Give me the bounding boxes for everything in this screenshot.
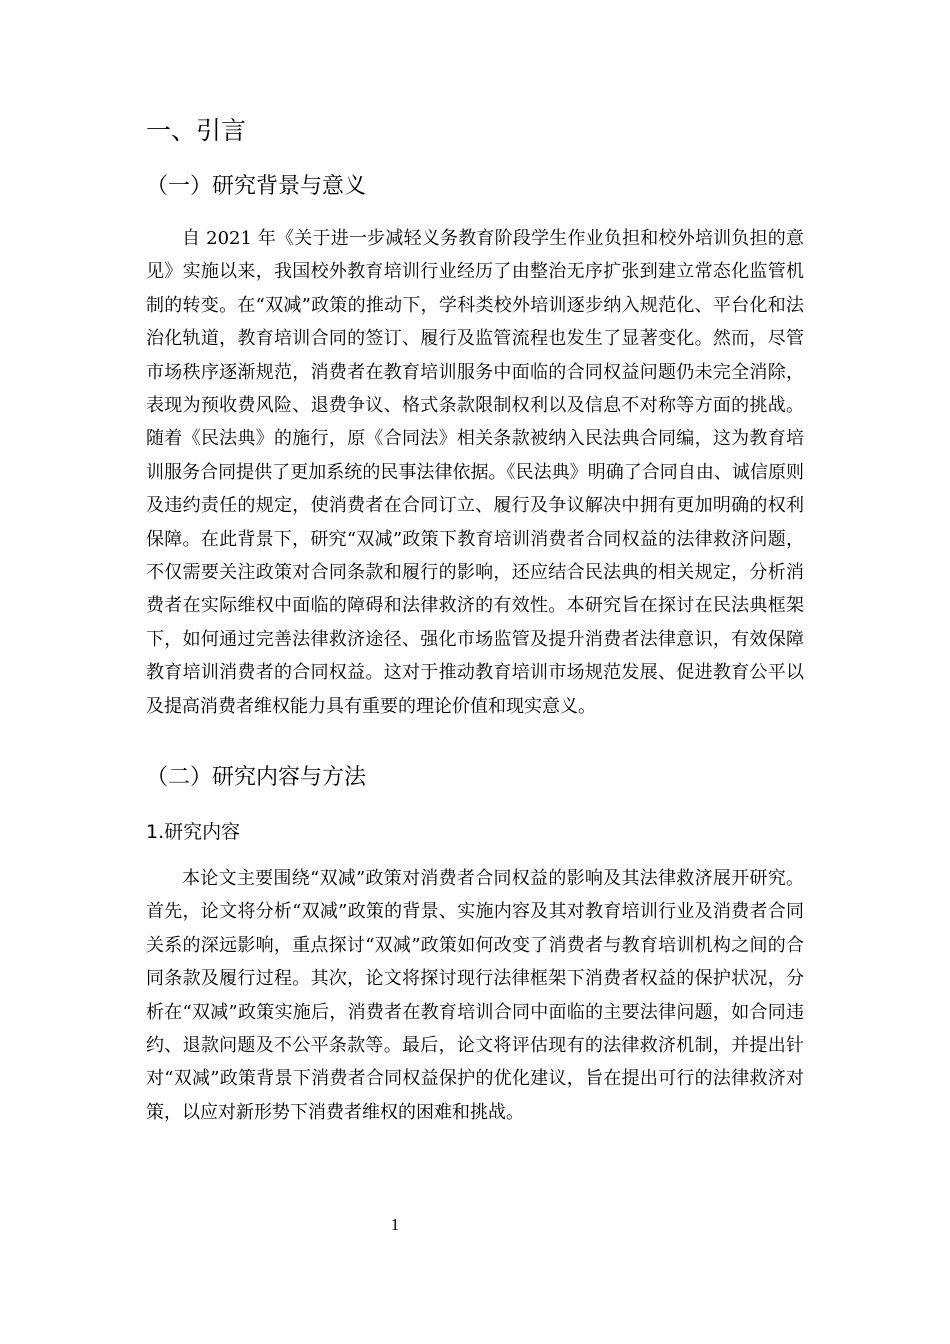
heading-introduction: 一、引言	[146, 116, 247, 145]
page-number: 1	[390, 1215, 400, 1234]
heading-research-background: （一）研究背景与意义	[146, 174, 367, 199]
paragraph-research-content: 本论文主要围绕“双减”政策对消费者合同权益的影响及其法律救济展开研究。首先，论文将分析“双减”政策的背景、实施内容及其对教育培训行业及消费者合同关系的深远影响，重点探讨“双减”政策如何改变了消费者与教育培训机构之间的合同条款及履行过程。其次，论文将探讨现行法律框架下消费者权益的保护状况，分析在“双减”政策实施后，消费者在教育培训合同中面临的主要法律问题，如合同违约、退款问题及不公平条款等。最后，论文将评估现有的法律救济机制，并提出针对“双减”政策背景下消费者合同权益保护的优化建议，旨在提出可行的法律救济对策，以应对新形势下消费者维权的困难和挑战。	[146, 868, 804, 1123]
paragraph-research-background: 自 2021 年《关于进一步减轻义务教育阶段学生作业负担和校外培训负担的意见》实施以来，我国校外教育培训行业经历了由整治无序扩张到建立常态化监管机制的转变。在“双减”政策的推动下，学科类校外培训逐步纳入规范化、平台化和法治化轨道，教育培训合同的签订、履行及监管流程也发生了显著变化。然而，尽管市场秩序逐渐规范，消费者在教育培训服务中面临的合同权益问题仍未完全消除，表现为预收费风险、退费争议、格式条款限制权利以及信息不对称等方面的挑战。随着《民法典》的施行，原《合同法》相关条款被纳入民法典合同编，这为教育培训服务合同提供了更加系统的民事法律依据。《民法典》明确了合同自由、诚信原则及违约责任的规定，使消费者在合同订立、履行及争议解决中拥有更加明确的权利保障。在此背景下，研究“双减”政策下教育培训消费者合同权益的法律救济问题，不仅需要关注政策对合同条款和履行的影响，还应结合民法典的相关规定，分析消费者在实际维权中面临的障碍和法律救济的有效性。本研究旨在探讨在民法典框架下，如何通过完善法律救济途径、强化市场监管及提升消费者法律意识，有效保障教育培训消费者的合同权益。这对于推动教育培训市场规范发展、促进教育公平以及提高消费者维权能力具有重要的理论价值和现实意义。	[146, 228, 804, 717]
heading-research-content: 1.研究内容	[146, 821, 241, 843]
heading-research-content-methods: （二）研究内容与方法	[146, 765, 367, 790]
